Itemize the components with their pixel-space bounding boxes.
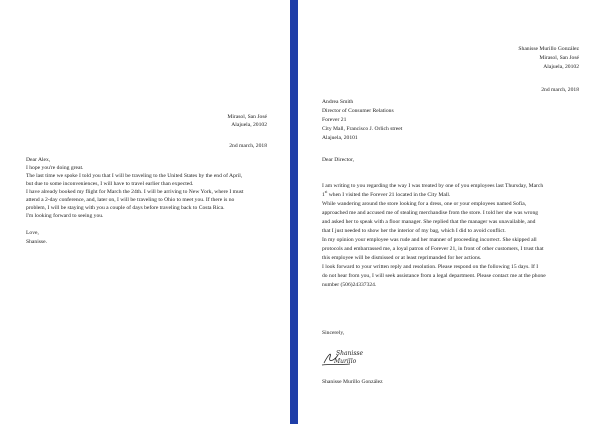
right-body-line: protocols and embarrassed me, a loyal patron of Forever 21, in front of other customers, I trust that (322, 246, 544, 252)
date-suffix: st (324, 190, 328, 195)
sender-address-line-1: Mirasol, San José (539, 55, 579, 61)
right-body-line: do not hear from you, I will seek assistance from a legal department. Please contact me at the phone (322, 273, 546, 279)
right-letter-page (298, 0, 600, 424)
left-body-line: attend a 2-day conference, and, later on, I will be traveling to Ohio to meet you. If there is no (26, 197, 235, 203)
recipient-street: City Mall, Francisco J. Orlich street (322, 126, 403, 132)
right-body-line: and asked her to speak with a floor manager. She replied that the manager was unavailable, and (322, 219, 536, 225)
recipient-name: Andrea Smith (322, 99, 354, 105)
left-closing: Love, (26, 230, 39, 236)
date-day: 1 (322, 192, 325, 198)
handwritten-signature (320, 347, 370, 369)
right-body-line: approached me and accused me of stealing merchandise from the store. I told her she was wrong (322, 210, 539, 216)
svg-text:Murillo: Murillo (334, 358, 357, 365)
recipient-company: Forever 21 (322, 117, 347, 123)
page-divider (290, 0, 298, 424)
left-body-line: The last time we spoke I told you that I will be traveling to the United States by the end of April, (26, 173, 243, 179)
right-closing: Sincerely, (322, 330, 345, 336)
left-body-line: I have already booked my flight for March the 24th. I will be arriving to New York, where I must (26, 189, 244, 195)
left-letter-page (0, 0, 290, 424)
recipient-city: Alajuela, 20101 (322, 135, 358, 141)
right-body-line: I look forward to your written reply and resolution. Please respond on the following 15 days. If I (322, 264, 539, 270)
left-signature-name: Shanisse. (26, 239, 47, 245)
right-greeting: Dear Director, (322, 157, 355, 163)
right-body-line: number (506)24337324. (322, 282, 377, 288)
sender-address-line-2: Alajuela, 20102 (543, 64, 579, 70)
right-body-line: While wandering around the store looking for a dress, one or your employees named Sofia, (322, 201, 527, 207)
svg-text:Shanisse: Shanisse (336, 350, 364, 357)
left-address-line-2: Alajuela, 20102 (231, 122, 267, 128)
right-body-line: I am writing to you regarding the way I was treated by one of you employees last Thursday, March (322, 183, 544, 189)
left-body-line: problem, I will be staying with you a couple of days before traveling back to Costa Rica. (26, 205, 225, 211)
right-date: 2nd march, 2018 (541, 87, 579, 93)
recipient-title: Director of Consumer Relations (322, 108, 394, 114)
right-body-line: In my opinion your employee was rude and her manner of proceeding incorrect. She skipped all (322, 237, 537, 243)
left-date: 2nd march, 2018 (229, 143, 267, 149)
sender-name: Shanisse Murillo González (518, 46, 579, 52)
left-body-line: I'm looking forward to seeing you. (26, 213, 104, 219)
right-body-line: that I just needed to show her the interior of my bag, which I did to avoid conflict. (322, 228, 506, 234)
right-signature-name: Shanisse Murillo González (322, 379, 383, 385)
left-address-line-1: Mirasol, San José (227, 114, 267, 120)
date-rest: when I visited the Forever 21 located in the City Mall. (327, 192, 451, 198)
left-body-line: but due to some inconveniences, I will have to travel earlier than expected. (26, 181, 194, 187)
right-body-line (322, 192, 450, 199)
left-greeting: Dear Alex, (26, 157, 51, 163)
left-body-line: I hope you're doing great. (26, 165, 84, 171)
right-body-line: this employee will be dismissed or at least reprimanded for her actions. (322, 255, 482, 261)
